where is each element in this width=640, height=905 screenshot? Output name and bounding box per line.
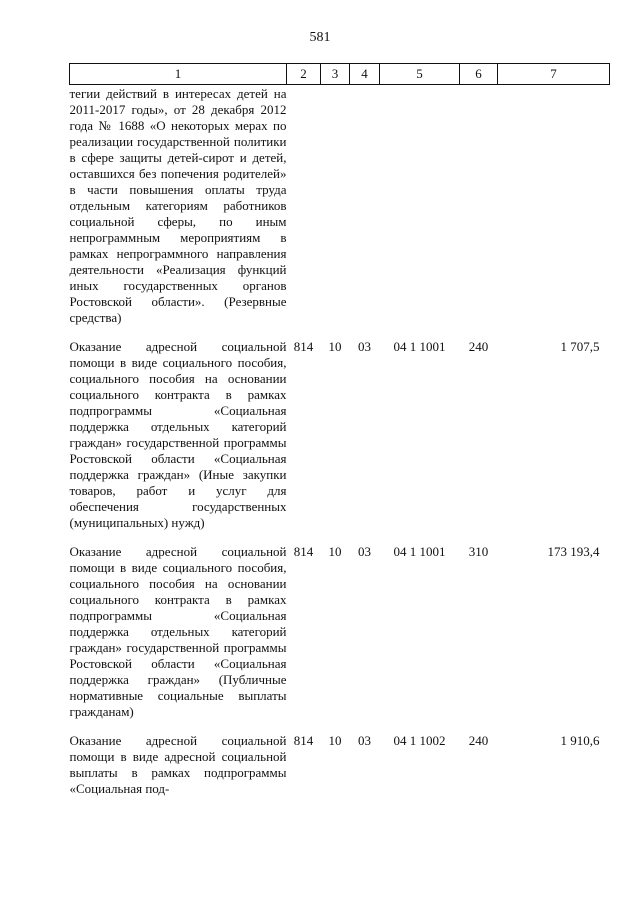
row-description: Оказание адресной социальной помощи в виде адресной социальной выплаты в рамках подпрограммы «Социальная под-	[69, 733, 287, 796]
row-description: тегии действий в интересах детей на 2011-2017 годы», от 28 декабря 2012 года № 1688 «О некоторых мерах по реализации государственной политики в сфере защиты детей-сирот и детей, оставшихся без попечения родителей» в части повышения оплаты труда отдельным категориям работников социальной сферы, по иным непрограммным мероприятиям в рамках непрограммного направления деятельности «Реализация функций иных государственных органов Ростовской области». (Резервные средства)	[69, 86, 287, 325]
row-expense-type: 240	[468, 733, 489, 748]
row-section-code: 10	[328, 339, 342, 354]
column-header-7: 7	[498, 64, 610, 85]
row-expense-type: 240	[468, 339, 489, 354]
table-header-row	[70, 64, 610, 85]
row-target-article: 04 1 1001	[393, 339, 446, 354]
page-number: 581	[309, 30, 331, 45]
row-description: Оказание адресной социальной помощи в виде социального пособия, социального пособия на основании социального контракта в рамках подпрограммы «Социальная поддержка отдельных категорий граждан» государственной программы Ростовской области «Социальная поддержка граждан» (Публичные нормативные социальные выплаты гражданам)	[69, 544, 287, 719]
column-header-6: 6	[460, 64, 498, 85]
row-section-code: 10	[328, 733, 342, 748]
row-amount: 1 707,5	[560, 339, 600, 354]
row-subsection-code: 03	[358, 544, 371, 559]
row-expense-type	[460, 85, 498, 340]
table-row	[70, 339, 610, 544]
column-header-2: 2	[287, 64, 321, 85]
row-subsection-code: 03	[358, 339, 371, 354]
row-section-code	[321, 85, 350, 340]
row-target-article	[380, 85, 460, 340]
row-amount	[498, 85, 610, 340]
table-row	[70, 85, 610, 340]
row-section-code: 10	[328, 544, 342, 559]
row-ministry-code: 814	[293, 339, 314, 354]
column-header-5: 5	[380, 64, 460, 85]
column-header-3: 3	[321, 64, 350, 85]
column-header-1: 1	[70, 64, 287, 85]
row-ministry-code: 814	[293, 544, 314, 559]
row-ministry-code	[287, 85, 321, 340]
row-amount: 173 193,4	[547, 544, 600, 559]
table-row	[70, 544, 610, 733]
row-subsection-code	[350, 85, 380, 340]
row-subsection-code: 03	[358, 733, 371, 748]
row-ministry-code: 814	[293, 733, 314, 748]
column-header-4: 4	[350, 64, 380, 85]
table-row	[70, 733, 610, 810]
row-amount: 1 910,6	[560, 733, 600, 748]
row-description: Оказание адресной социальной помощи в виде социального пособия, социального пособия на основании социального контракта в рамках подпрограммы «Социальная поддержка отдельных категорий граждан» государственной программы Ростовской области «Социальная поддержка граждан» (Иные закупки товаров, работ и услуг для обеспечения государственных (муниципальных) нужд)	[69, 339, 287, 530]
budget-table	[69, 63, 610, 810]
row-expense-type: 310	[468, 544, 489, 559]
row-target-article: 04 1 1002	[393, 733, 446, 748]
row-target-article: 04 1 1001	[393, 544, 446, 559]
